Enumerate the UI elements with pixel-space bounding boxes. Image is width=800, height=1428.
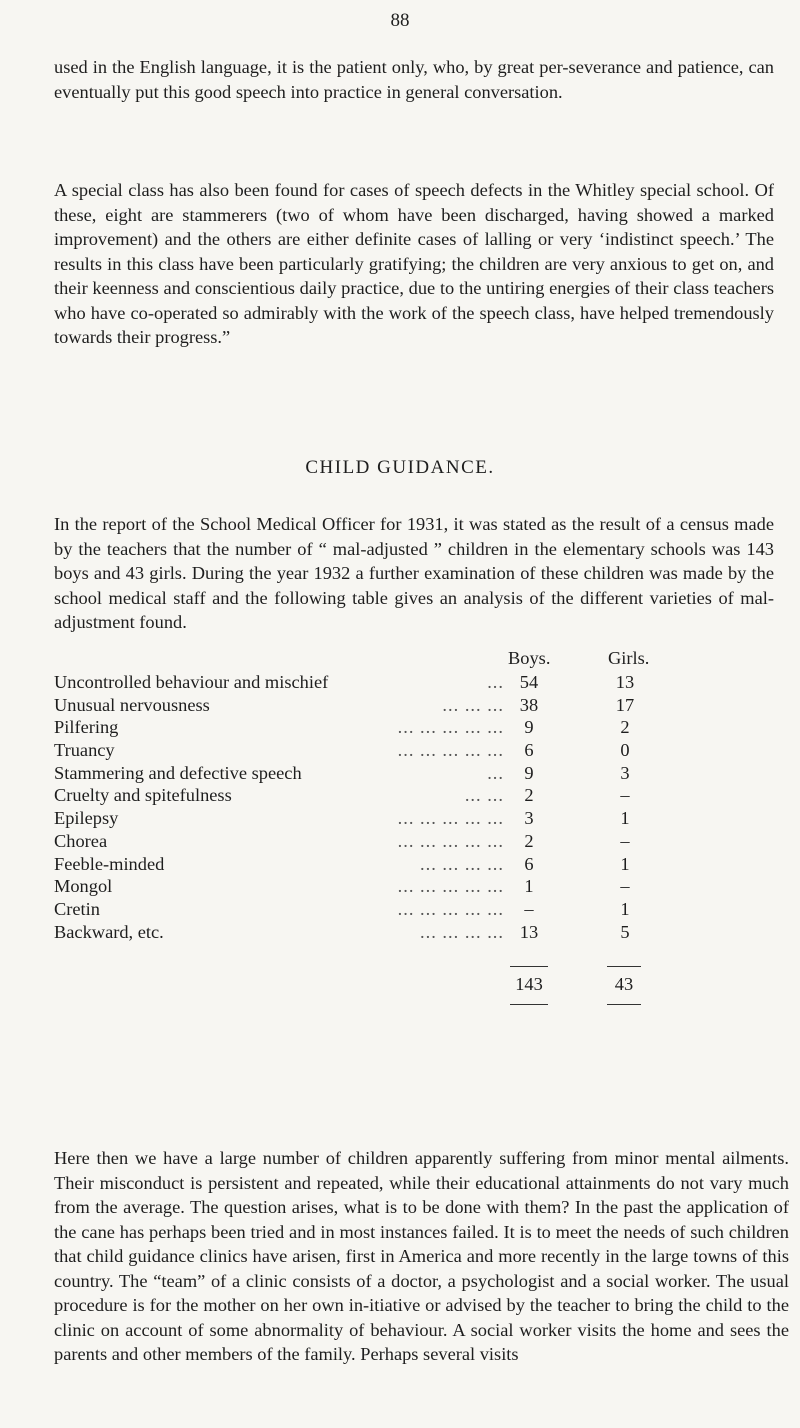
- totals-row: [54, 972, 754, 996]
- total-boys: 143: [515, 974, 543, 994]
- section-heading: CHILD GUIDANCE.: [305, 457, 495, 478]
- row-category: Pilfering: [54, 717, 119, 738]
- row-leader: ... ... ... ...: [420, 853, 504, 874]
- table-row: [54, 807, 754, 830]
- row-category: Epilepsy: [54, 808, 119, 829]
- row-category: Cretin: [54, 898, 100, 919]
- table-row: [54, 853, 754, 876]
- row-leader: ... ... ... ... ...: [397, 808, 504, 829]
- row-boys: 6: [524, 853, 534, 874]
- row-girls: –: [620, 785, 630, 806]
- row-girls: 0: [620, 740, 630, 761]
- row-leader: ...: [487, 672, 504, 692]
- row-girls: 3: [620, 762, 630, 783]
- row-girls: 17: [615, 694, 635, 715]
- row-girls: –: [620, 876, 630, 897]
- table-row: [54, 921, 754, 944]
- row-category: Feeble-minded: [54, 853, 165, 874]
- row-boys: 6: [524, 740, 534, 761]
- row-category: Uncontrolled behaviour and mischief: [54, 672, 329, 692]
- intro-paragraph: used in the English language, it is the patient only, who, by great per-severance and patience, can eventually put this good speech into practice in general conversation.: [54, 57, 774, 102]
- total-rule-top-girls: [607, 966, 641, 967]
- table-row: [54, 694, 754, 717]
- closing-paragraph: Here then we have a large number of children apparently suffering from minor mental ailments. Their misconduct is persistent and repeated, while their educational attainments do not vary much from the average. The question arises, what is to be done with them? In the past the application of the cane has perhaps been tried and in most instances failed. It is to meet the needs of such children that child guidance clinics have arisen, first in America and more recently in the large towns of this country. The “team” of a clinic consists of a doctor, a psychologist and a social worker. The usual procedure is for the mother on her own in-itiative or advised by the teacher to bring the child to the clinic on account of some abnormality of behaviour. A social worker visits the home and sees the parents and other members of the family. Perhaps several visits: [54, 1148, 789, 1364]
- row-boys: 9: [524, 717, 534, 738]
- row-boys: 9: [524, 762, 534, 783]
- row-category: Mongol: [54, 876, 113, 897]
- special-class-paragraph: A special class has also been found for cases of speech defects in the Whitley special school. Of these, eight are stammerers (two of whom have been discharged, having showed a marked improvement) and the others are either definite cases of lalling or very ‘indistinct speech.’ The results in this class have been particularly gratifying; the children are very anxious to get on, and their keenness and conscientious daily practice, due to the untiring energies of their class teachers who have co-operated so admirably with the work of the speech class, have helped tremendously towards their progress.”: [54, 180, 774, 347]
- row-leader: ... ... ... ... ...: [397, 717, 504, 738]
- table-row: [54, 762, 754, 785]
- row-category: Unusual nervousness: [54, 694, 210, 715]
- row-category: Stammering and defective speech: [54, 762, 302, 783]
- row-category: Backward, etc.: [54, 921, 164, 942]
- row-leader: ... ... ... ... ...: [397, 898, 504, 919]
- row-boys: 1: [524, 876, 534, 897]
- row-boys: 2: [524, 830, 534, 851]
- row-leader: ... ... ...: [442, 694, 504, 715]
- row-boys: 38: [519, 694, 539, 715]
- child-guidance-paragraph: In the report of the School Medical Officer for 1931, it was stated as the result of a census made by the teachers that the number of “ mal-adjusted ” children in the elementary schools was 143 boys and 43 girls. During the year 1932 a further examination of these children was made by the school medical staff and the following table gives an analysis of the different varieties of mal-adjustment found.: [54, 514, 774, 632]
- col-header-girls: Girls.: [608, 648, 650, 668]
- table-row: [54, 830, 754, 853]
- col-header-boys: Boys.: [508, 648, 551, 668]
- page-number: 88: [390, 10, 410, 31]
- row-girls: 5: [620, 921, 630, 942]
- row-category: Chorea: [54, 830, 108, 851]
- total-rule-bottom-girls: [607, 1004, 641, 1005]
- row-boys: 54: [519, 672, 539, 692]
- table-row: [54, 739, 754, 762]
- row-leader: ...: [487, 762, 504, 783]
- row-boys: –: [524, 898, 534, 919]
- total-rule-top-boys: [510, 966, 548, 967]
- table-row: [54, 784, 754, 807]
- row-category: Truancy: [54, 740, 115, 761]
- row-leader: ... ...: [464, 785, 504, 806]
- row-leader: ... ... ... ...: [420, 921, 504, 942]
- total-girls: 43: [614, 974, 634, 994]
- row-boys: 2: [524, 785, 534, 806]
- row-boys: 13: [519, 921, 539, 942]
- row-leader: ... ... ... ... ...: [397, 830, 504, 851]
- table-row: [54, 716, 754, 739]
- row-boys: 3: [524, 808, 534, 829]
- table-row: [54, 671, 754, 694]
- row-girls: 13: [615, 672, 635, 692]
- row-girls: 1: [620, 898, 630, 919]
- table-body: [54, 671, 754, 943]
- row-girls: 2: [620, 717, 630, 738]
- row-leader: ... ... ... ... ...: [397, 876, 504, 897]
- table-row: [54, 898, 754, 921]
- row-girls: 1: [620, 853, 630, 874]
- row-girls: 1: [620, 808, 630, 829]
- row-category: Cruelty and spitefulness: [54, 785, 232, 806]
- row-girls: –: [620, 830, 630, 851]
- table-row: [54, 875, 754, 898]
- total-rule-bottom-boys: [510, 1004, 548, 1005]
- row-leader: ... ... ... ... ...: [397, 740, 504, 761]
